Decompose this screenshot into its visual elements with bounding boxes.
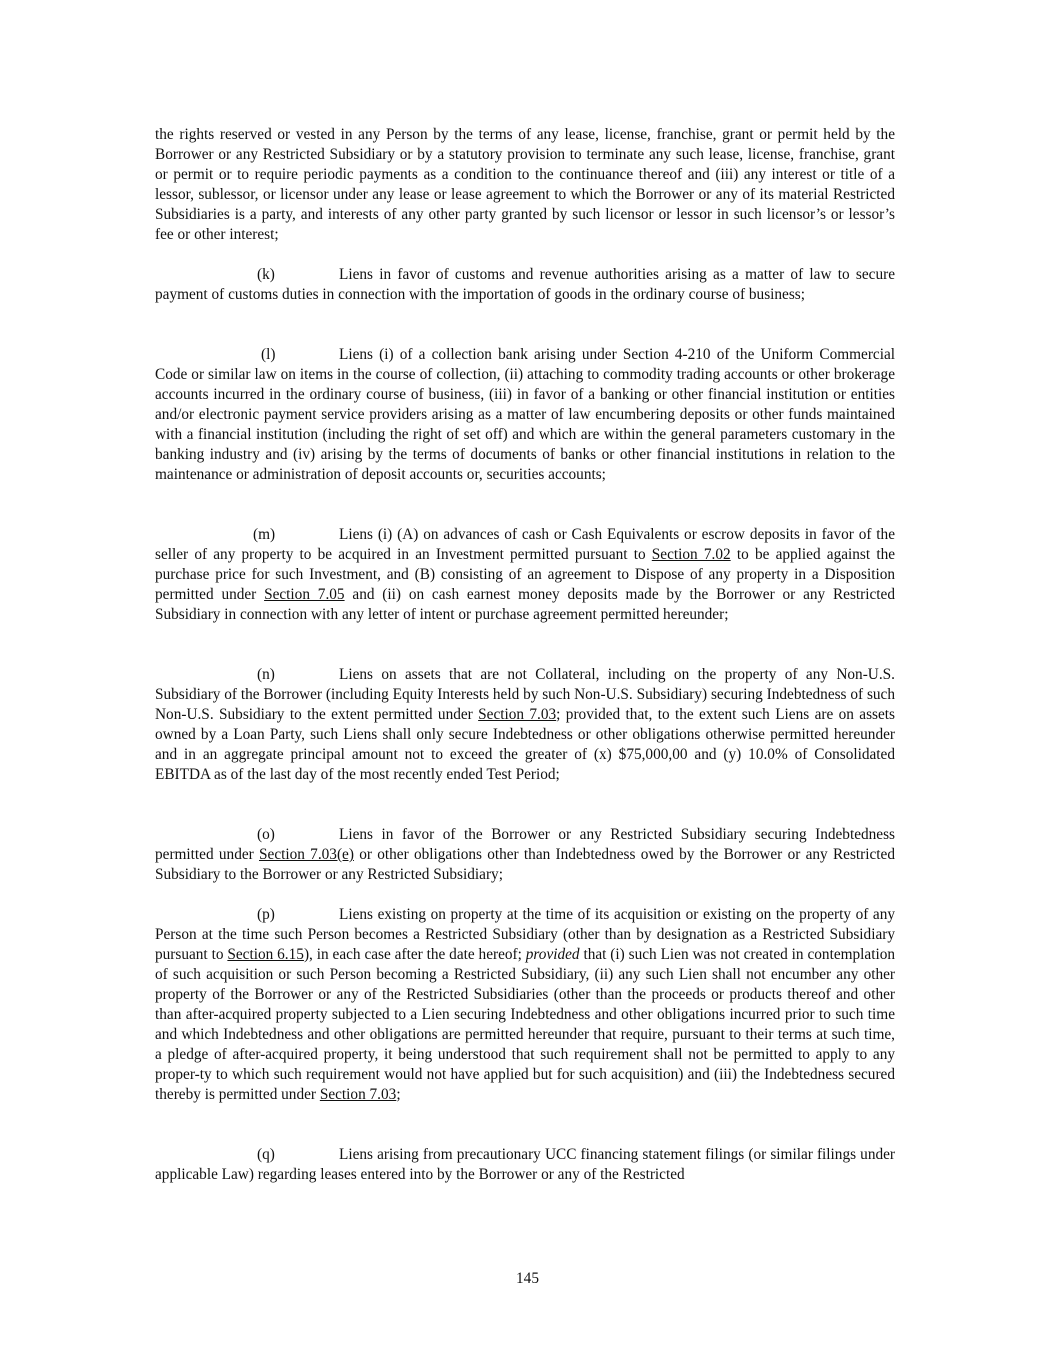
paragraph-text: and (ii) on cash earnest money deposits made by the Borrower or any Restricted Subsidiary in connection with any letter of intent or purchase agreement permitted hereunder;	[155, 586, 895, 623]
paragraph-text: Liens (i) (A) on advances of cash or Cash Equivalents or escrow deposits in favor of the seller of any property to be acquired in an Investment permitted pursuant to	[155, 526, 895, 563]
section-reference: Section 7.02	[651, 546, 731, 563]
section-reference: Section 7.05	[264, 586, 345, 603]
document-page	[155, 125, 896, 1183]
emphasis-provided: provided	[525, 946, 580, 963]
paragraph-text: Liens (i) of a collection bank arising under Section 4-210 of the Uniform Commercial Code or similar law on items in the course of collection, (ii) attaching to commodity trading accounts or other brokerage accounts incurred in the ordinary course of business, (iii) in favor of a banking or other financial institution or entities and/or electronic payment service providers arising as a matter of law encumbering deposits or other funds maintained with a financial institution (including the right of set off) and which are within the general parameters customary in the banking industry and (iv) arising by the terms of documents of banks or other financial institutions in relation to the maintenance or administration of deposit accounts or, securities accounts;	[155, 346, 895, 483]
section-reference: Section 7.03(e)	[259, 846, 354, 863]
paragraph-text: Liens arising from precautionary UCC financing statement filings (or similar filings under applicable Law) regarding leases entered into by the Borrower or any of the Restricted	[155, 1146, 895, 1183]
paragraph-text: ;	[396, 1086, 401, 1103]
paragraph-text: ), in each case after the date hereof;	[303, 946, 526, 963]
paragraph-m	[155, 525, 895, 625]
clause-label: (n)	[257, 666, 275, 683]
paragraph-text: the rights reserved or vested in any Person by the terms of any lease, license, franchise, grant or permit held by the Borrower or any Restricted Subsidiary or by a statutory provision to terminate any such lease, license, franchise, grant or permit or to require periodic payments as a condition to the continuance thereof and (iii) any interest or title of a lessor, sublessor, or licensor under any lease or lease agreement to which the Borrower or any of its material Restricted Subsidiaries is a party, and interests of any other party granted by such licensor or lessor in such licensor’s or lessor’s fee or other interest;	[155, 126, 895, 243]
clause-label: (q)	[257, 1146, 275, 1163]
paragraph-text: ; provided that, to the extent such Liens are on assets owned by a Loan Party, such Liens shall only secure Indebtedness or other obligations otherwise permitted hereunder and in an aggregate principal amount not to exceed the greater of (x) $75,000,00 and (y) 10.0% of Consolidated EBITDA as of the last day of the most recently ended Test Period;	[155, 706, 895, 783]
paragraph-q	[155, 1145, 895, 1185]
paragraph-text: Liens on assets that are not Collateral, including on the property of any Non-U.S. Subsidiary of the Borrower (including Equity Interests held by such Non-U.S. Subsidiary) securing Indebtedness of such Non-U.S. Subsidiary to the extent permitted under	[155, 666, 895, 723]
paragraph-text: or other obligations other than Indebtedness owed by the Borrower or any Restricted Subsidiary to the Borrower or any Restricted Subsidiary;	[155, 846, 895, 883]
paragraph-text: that (i) such Lien was not created in contemplation of such acquisition or such Person becoming a Restricted Subsidiary, (ii) any such Lien shall not encumber any other property of the Borrower or any of the Restricted Subsidiaries (other than the proceeds or products thereof and other than after-acquired property subjected to a Lien securing Indebtedness and other obligations incurred prior to such time and which Indebtedness and other obligations are permitted hereunder that require, pursuant to their terms at such time, a pledge of after-acquired property, it being understood that such requirement shall not be permitted to apply to any proper-ty to which such requirement would not have applied but for such acquisition) and (iii) the Indebtedness secured thereby is permitted under	[155, 946, 895, 1103]
paragraph-n	[155, 665, 895, 785]
section-reference: Section 6.15	[227, 946, 304, 963]
clause-label: (l)	[261, 346, 276, 363]
paragraph-o	[155, 825, 895, 885]
paragraph-text: Liens in favor of the Borrower or any Restricted Subsidiary securing Indebtedness permitted under	[155, 826, 895, 863]
page-number: 145	[516, 1270, 539, 1287]
paragraph-text: Liens existing on property at the time of its acquisition or existing on the property of any Person at the time such Person becomes a Restricted Subsidiary (other than by designation as a Restricted Subsidiary pursuant to	[155, 906, 895, 963]
paragraph-l	[155, 345, 895, 485]
clause-label: (o)	[257, 826, 275, 843]
clause-label: (m)	[253, 526, 276, 543]
paragraph-text: to be applied against the purchase price for such Investment, and (B) consisting of an agreement to Dispose of any property in a Disposition permitted under	[155, 546, 896, 603]
section-reference: Section 7.03	[319, 1086, 397, 1103]
paragraph-k	[155, 265, 895, 305]
clause-label: (p)	[257, 906, 275, 923]
paragraph-p	[155, 905, 895, 1105]
clause-label: (k)	[257, 266, 275, 283]
paragraph-text: Liens in favor of customs and revenue authorities arising as a matter of law to secure payment of customs duties in connection with the importation of goods in the ordinary course of business;	[155, 266, 895, 303]
paragraph-j-continued	[155, 125, 895, 245]
section-reference: Section 7.03	[478, 706, 557, 723]
